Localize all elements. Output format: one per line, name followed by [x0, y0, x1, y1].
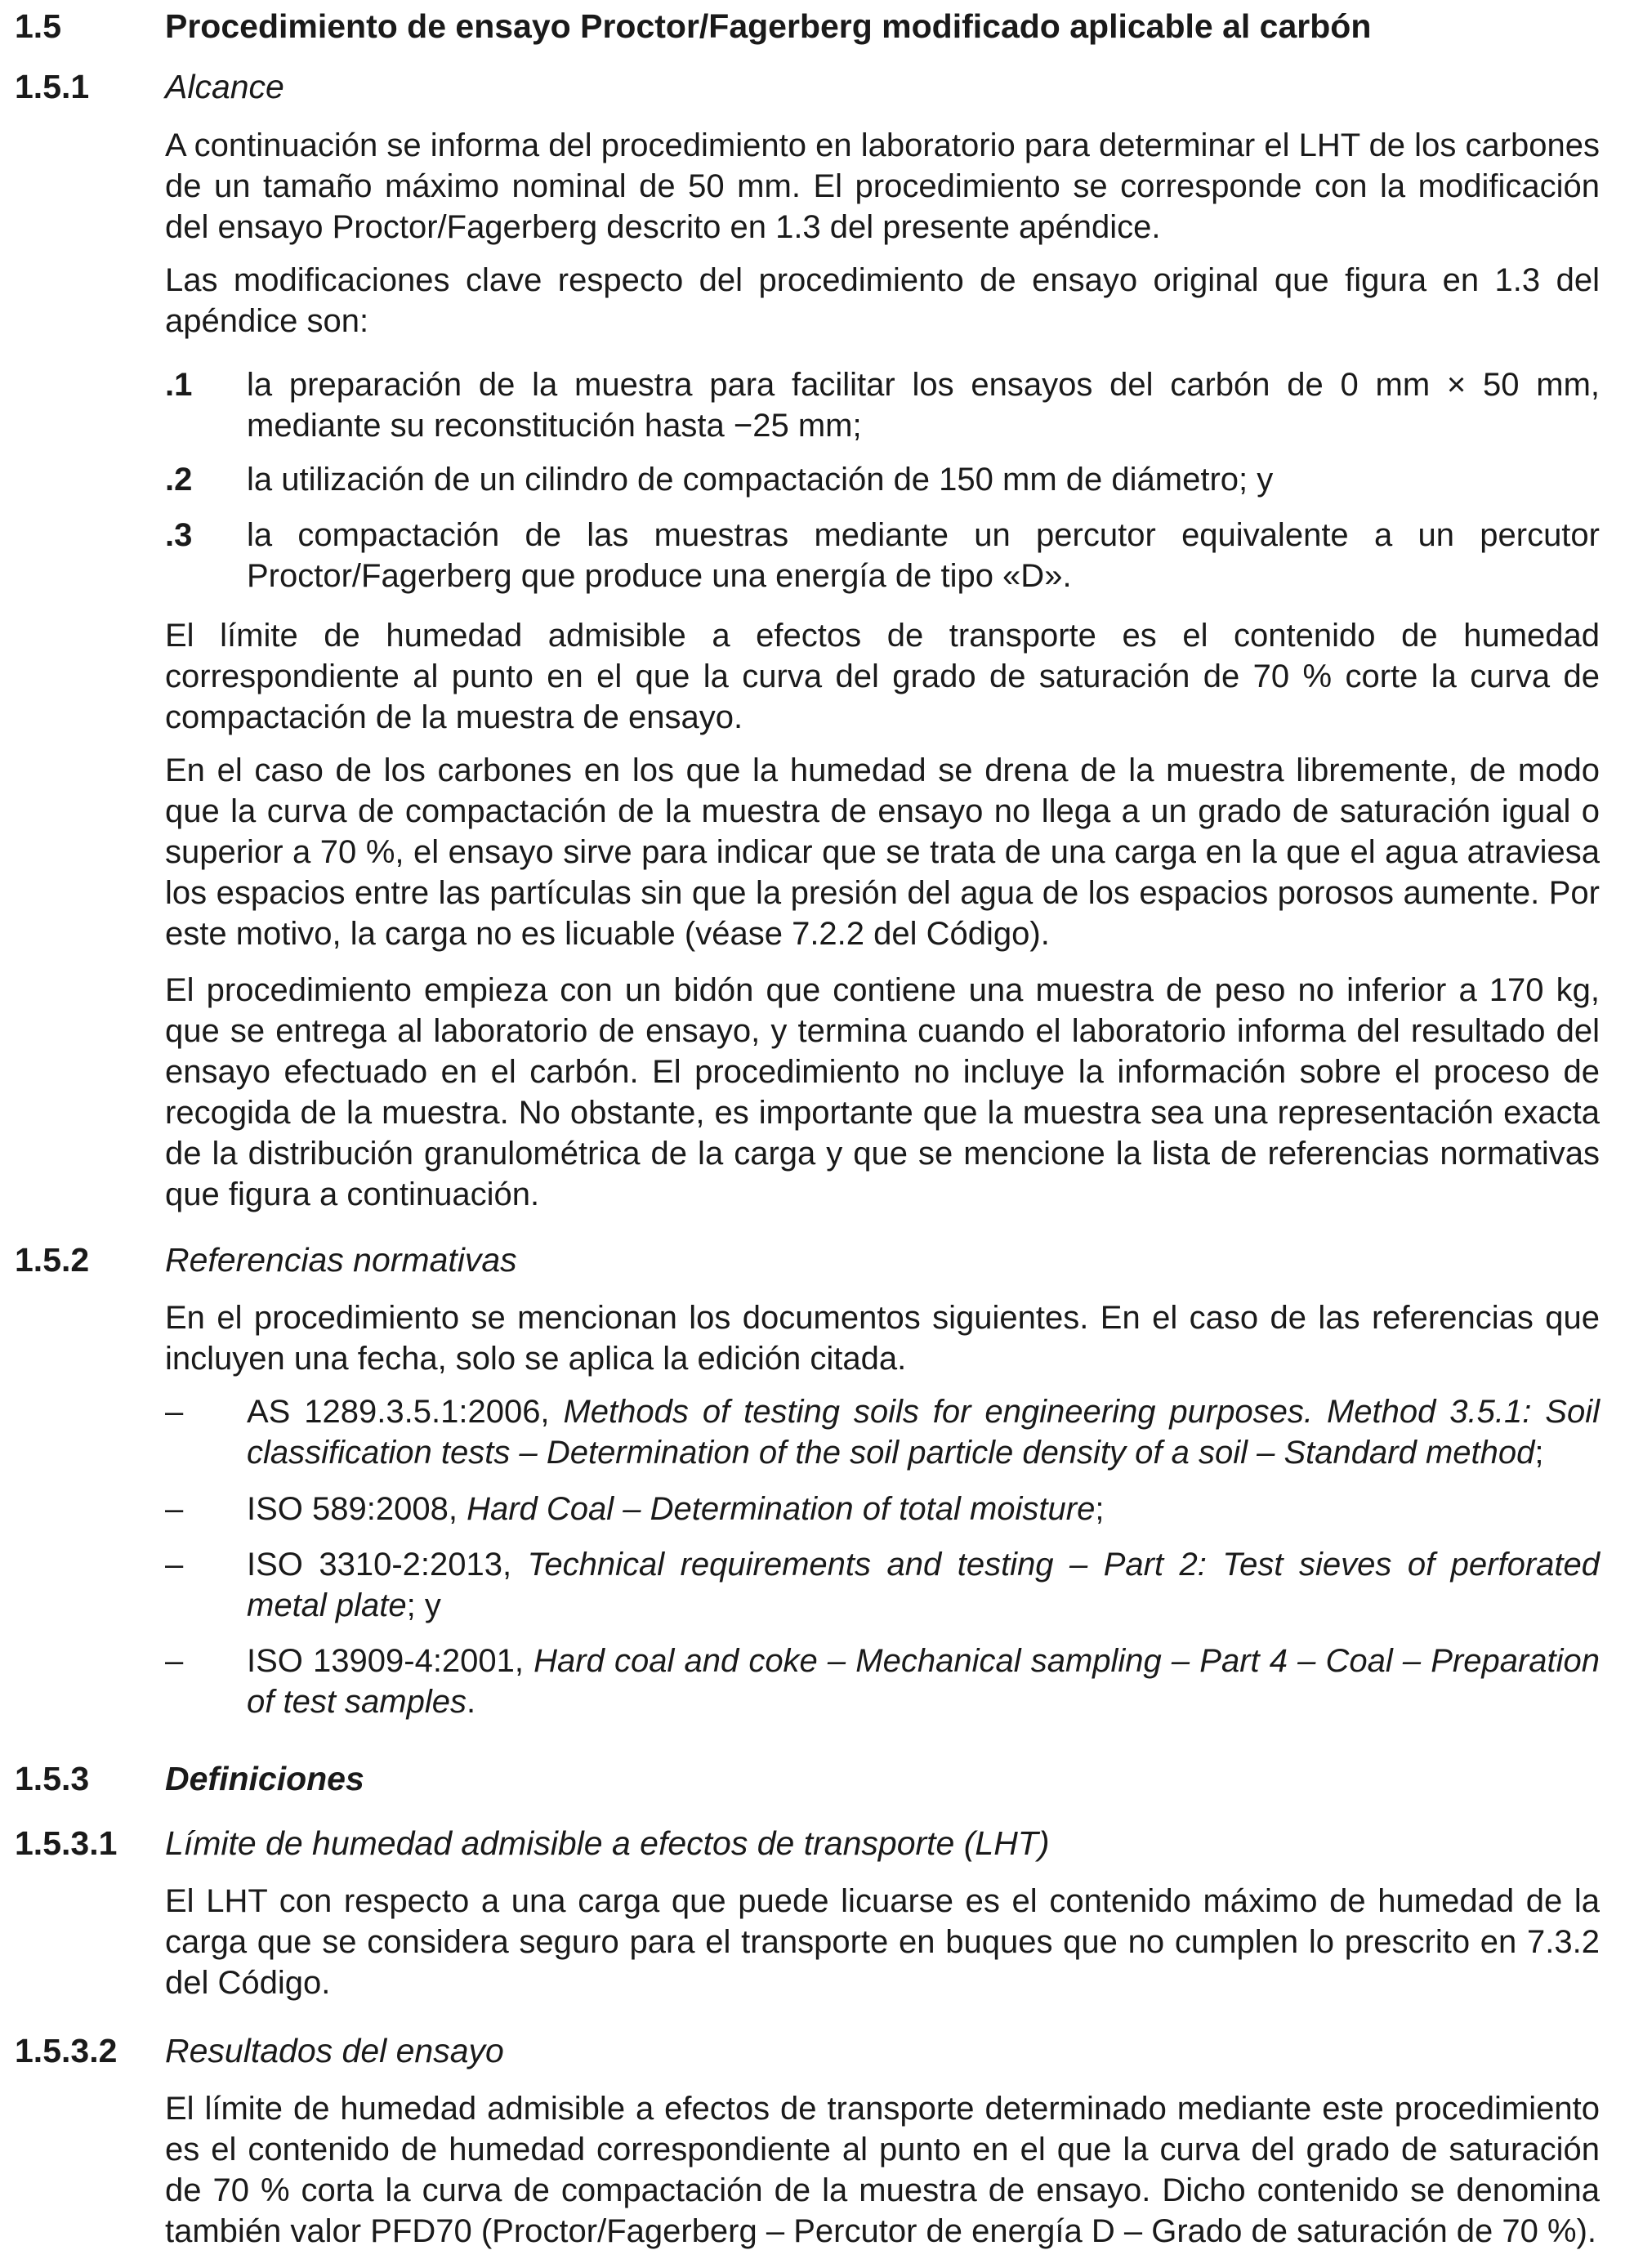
subsection-number: 1.5.3.1 — [15, 1824, 118, 1862]
subsection-title: Definiciones — [165, 1760, 364, 1797]
reference-title: Hard coal and coke – Mechanical sampling – Part 4 – Coal – Preparation of test samples — [247, 1643, 1600, 1720]
paragraph: El LHT con respecto a una carga que puede licuarse es el contenido máximo de humedad de la carga que se considera seguro para el transporte en buques que no cumplen lo prescrito en 7.3.2 del Código. — [165, 1883, 1600, 2001]
reference-end: . — [467, 1684, 476, 1720]
list-marker: – — [165, 1547, 184, 1583]
subsection-title: Límite de humedad admisible a efectos de transporte (LHT) — [165, 1824, 1050, 1862]
reference-text — [247, 1489, 1600, 1529]
list-marker: – — [165, 1394, 184, 1430]
subsection-number: 1.5.3 — [15, 1760, 90, 1797]
reference-item — [165, 1544, 1600, 1626]
reference-end: ; y — [406, 1587, 441, 1623]
list-marker: .3 — [165, 517, 193, 553]
subsection-number: 1.5.1 — [15, 68, 90, 105]
reference-text — [247, 1641, 1600, 1722]
reference-code: ISO 13909-4:2001, — [247, 1643, 525, 1679]
reference-code: ISO 3310-2:2013, — [247, 1547, 512, 1583]
subsection-title: Alcance — [165, 68, 284, 105]
list-item-text: la preparación de la muestra para facilitar los ensayos del carbón de 0 mm × 50 mm, mediante su reconstitución hasta −25 mm; — [247, 367, 1600, 444]
reference-text — [247, 1391, 1600, 1473]
list-marker: – — [165, 1643, 184, 1679]
section-number: 1.5 — [15, 7, 61, 45]
paragraph: Las modificaciones clave respecto del procedimiento de ensayo original que figura en 1.3 del apéndice son: — [165, 262, 1600, 339]
paragraph: El límite de humedad admisible a efectos de transporte es el contenido de humedad correspondiente al punto en el que la curva del grado de saturación de 70 % corte la curva de compactación de la muestra de ensayo. — [165, 618, 1600, 735]
paragraph: El límite de humedad admisible a efectos de transporte determinado mediante este procedimiento es el contenido de humedad correspondiente al punto en el que la curva del grado de saturación de 70 % corta la curva de compactación de la muestra de ensayo. Dicho contenido se denomina también valor PFD70 (Proctor/Fagerberg – Percutor de energía D – Grado de saturación de 70 %). — [165, 2091, 1600, 2249]
list-marker: – — [165, 1491, 184, 1527]
reference-code: ISO 589:2008, — [247, 1491, 458, 1527]
reference-title: Hard Coal – Determination of total moisture — [467, 1491, 1096, 1527]
paragraph: A continuación se informa del procedimiento en laboratorio para determinar el LHT de los carbones de un tamaño máximo nominal de 50 mm. El procedimiento se corresponde con la modificación del ensayo Proctor/Fagerberg descrito en 1.3 del presente apéndice. — [165, 127, 1600, 245]
list-item-text: la compactación de las muestras mediante un percutor equivalente a un percutor Proctor/Fagerberg que produce una energía de tipo «D». — [247, 517, 1600, 594]
reference-item — [165, 1641, 1600, 1722]
reference-item — [165, 1489, 1600, 1529]
reference-code: AS 1289.3.5.1:2006, — [247, 1394, 550, 1430]
subsection-number: 1.5.3.2 — [15, 2032, 118, 2069]
section-title: Procedimiento de ensayo Proctor/Fagerberg modificado aplicable al carbón — [165, 7, 1372, 45]
reference-item — [165, 1391, 1600, 1473]
list-marker: .2 — [165, 462, 193, 498]
list-item — [165, 364, 1600, 446]
reference-title: Technical requirements and testing – Part 2: Test sieves of perforated metal plate — [247, 1547, 1600, 1623]
reference-end: ; — [1095, 1491, 1105, 1527]
subsection-title: Referencias normativas — [165, 1241, 517, 1279]
subsection-number: 1.5.2 — [15, 1241, 90, 1279]
list-item — [165, 459, 1600, 500]
list-marker: .1 — [165, 367, 193, 403]
paragraph: En el procedimiento se mencionan los documentos siguientes. En el caso de las referencias que incluyen una fecha, solo se aplica la edición citada. — [165, 1300, 1600, 1377]
reference-title: Methods of testing soils for engineering purposes. Method 3.5.1: Soil classification tests – Determination of the soil particle density of a soil – Standard method — [247, 1394, 1600, 1471]
reference-end: ; — [1534, 1435, 1544, 1471]
list-item-text: la utilización de un cilindro de compactación de 150 mm de diámetro; y — [247, 462, 1274, 498]
list-item — [165, 515, 1600, 596]
subsection-title: Resultados del ensayo — [165, 2032, 504, 2069]
reference-text — [247, 1544, 1600, 1626]
paragraph: En el caso de los carbones en los que la humedad se drena de la muestra libremente, de modo que la curva de compactación de la muestra de ensayo no llega a un grado de saturación igual o superior a 70 %, el ensayo sirve para indicar que se trata de una carga en la que el agua atraviesa los espacios entre las partículas sin que la presión del agua de los espacios porosos aumente. Por este motivo, la carga no es licuable (véase 7.2.2 del Código). — [165, 752, 1600, 952]
paragraph: El procedimiento empieza con un bidón que contiene una muestra de peso no inferior a 170 kg, que se entrega al laboratorio de ensayo, y termina cuando el laboratorio informa del resultado del ensayo efectuado en el carbón. El procedimiento no incluye la información sobre el proceso de recogida de la muestra. No obstante, es importante que la muestra sea una representación exacta de la distribución granulométrica de la carga y que se mencione la lista de referencias normativas que figura a continuación. — [165, 972, 1600, 1212]
